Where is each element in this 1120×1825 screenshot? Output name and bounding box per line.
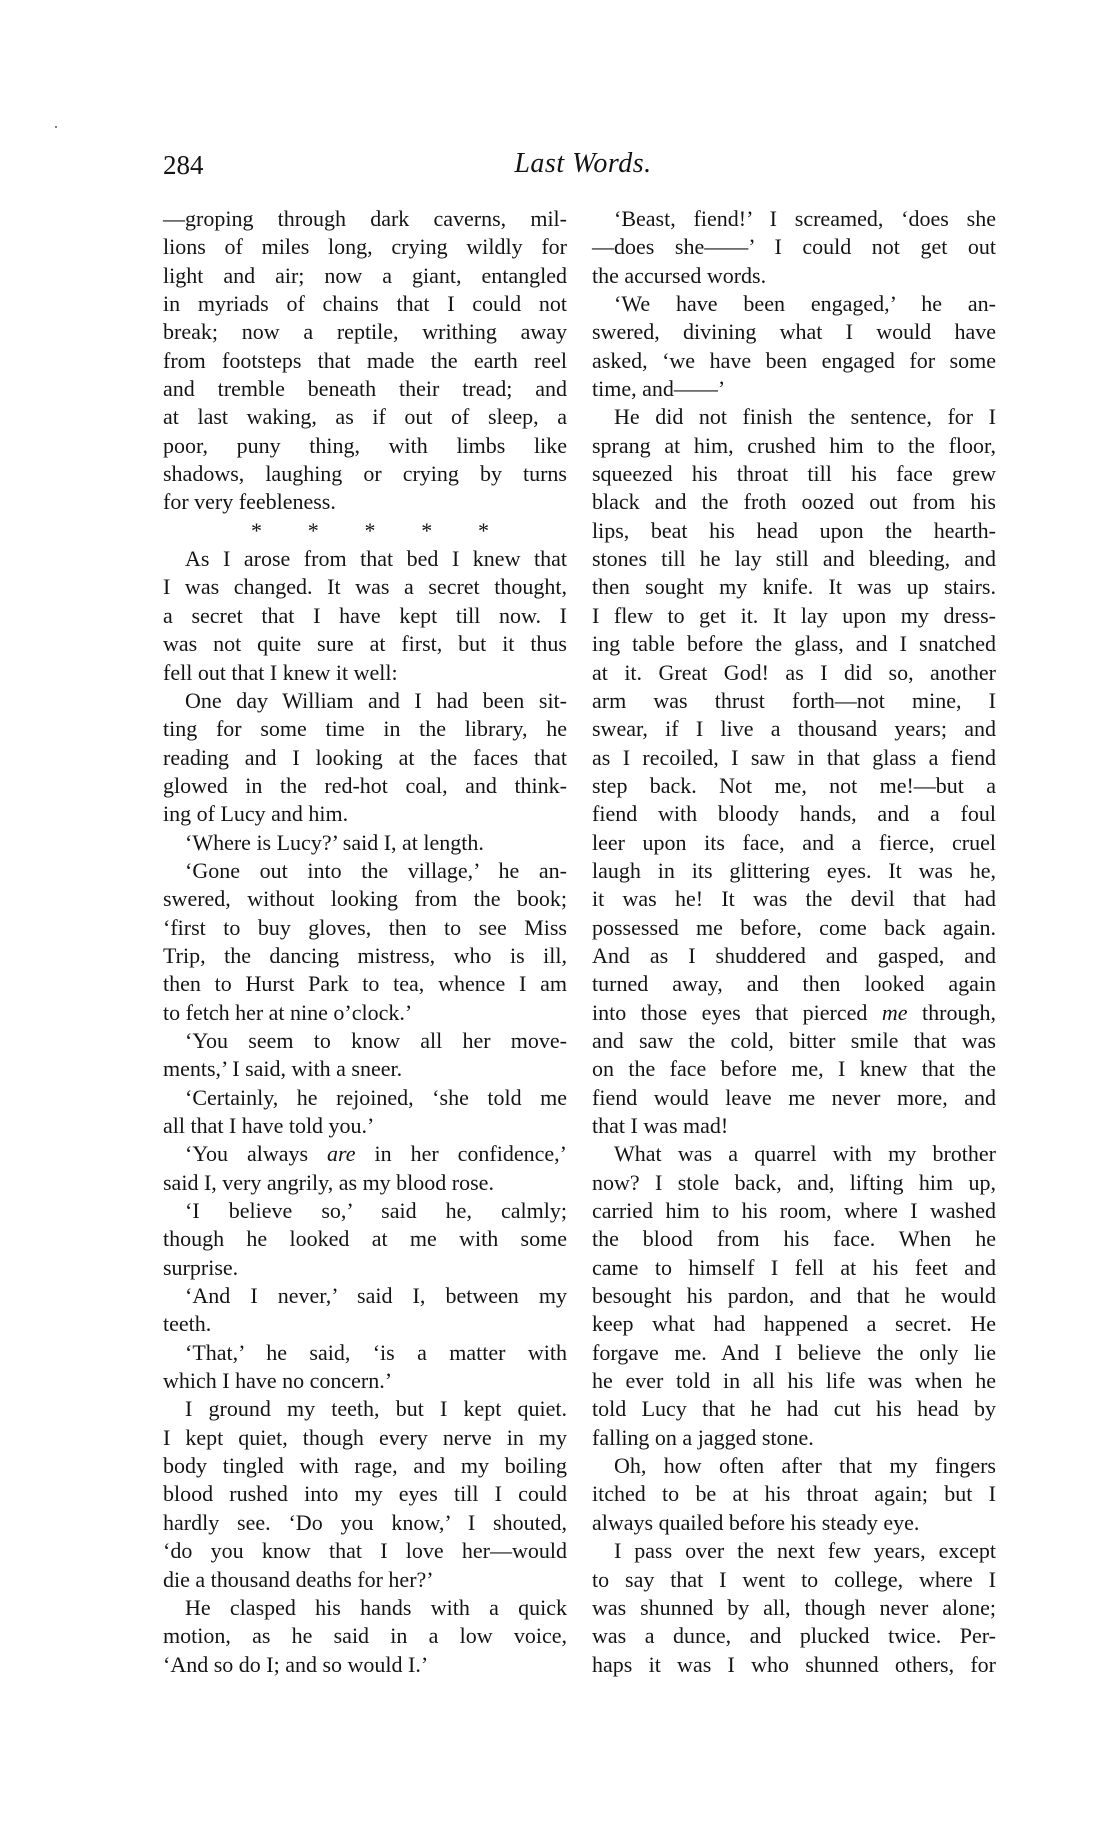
text-line: itched to be at his throat again; but I (592, 1481, 996, 1507)
text-line: was not quite sure at first, but it thus (163, 631, 567, 657)
text-line: ‘That,’ he said, ‘is a matter with (185, 1339, 567, 1365)
text-line: —groping through dark caverns, mil- (163, 206, 567, 231)
text-line: as I recoiled, I saw in that glass a fiend (592, 744, 996, 770)
italic-word: me (881, 999, 908, 1025)
text-line: ments,’ I said, with a sneer. (163, 1056, 403, 1082)
text-line (592, 999, 996, 1027)
text-line: Trip, the dancing mistress, who is ill, (163, 942, 567, 968)
text-line: swear, if I live a thousand years; and (592, 716, 996, 742)
text-line: was a dunce, and plucked twice. Per- (592, 1623, 996, 1649)
text-line: carried him to his room, where I washed (592, 1198, 996, 1224)
page-number: 284 (163, 150, 204, 180)
text-line: I was changed. It was a secret thought, (163, 574, 567, 600)
text-line: a secret that I have kept till now. I (163, 602, 567, 628)
paragraph (163, 205, 567, 517)
text-line: And as I shuddered and gasped, and (592, 942, 996, 968)
text-column-left (163, 205, 567, 1679)
text-line: forgave me. And I believe the only lie (592, 1339, 996, 1365)
text-line: fiend would leave me never more, and (592, 1084, 996, 1110)
text-line: swered, divining what I would have (592, 319, 996, 345)
paragraph (163, 1027, 567, 1084)
paragraph (163, 829, 567, 857)
asterisk: * (251, 517, 262, 543)
text-line: the blood from his face. When he (592, 1226, 996, 1252)
text-line: sprang at him, crushed him to the floor, (592, 432, 996, 458)
text-segment: through, (907, 999, 996, 1025)
text-line: break; now a reptile, writhing away (163, 319, 567, 345)
text-line: which I have no concern.’ (163, 1368, 393, 1394)
text-line: haps it was I who shunned others, for (592, 1651, 996, 1677)
text-line: ‘You seem to know all her move- (185, 1027, 567, 1053)
text-line: came to himself I fell at his feet and (592, 1254, 996, 1280)
text-line: ‘do you know that I love her—would (163, 1538, 567, 1564)
text-line: it was he! It was the devil that had (592, 886, 996, 912)
text-line: ‘Gone out into the village,’ he an- (185, 857, 567, 883)
text-segment: into those eyes that pierced (592, 999, 882, 1025)
text-line: die a thousand deaths for her?’ (163, 1566, 434, 1592)
paragraph (592, 1537, 996, 1679)
text-line: One day William and I had been sit- (185, 687, 567, 713)
text-line: glowed in the red-hot coal, and think- (163, 772, 567, 798)
paragraph (163, 1339, 567, 1396)
text-line: —does she——’ I could not get out (592, 234, 996, 260)
text-line: ing table before the glass, and I snatched (592, 631, 996, 657)
text-line: always quailed before his steady eye. (592, 1509, 920, 1535)
text-line: falling on a jagged stone. (592, 1424, 814, 1450)
text-line: He did not finish the sentence, for I (614, 404, 996, 430)
text-line: I pass over the next few years, except (614, 1538, 996, 1564)
asterisk: * (307, 517, 319, 543)
text-line: stones till he lay still and bleeding, and (592, 546, 996, 572)
text-line: ‘I believe so,’ said he, calmly; (185, 1198, 567, 1224)
text-line: then sought my knife. It was up stairs. (592, 574, 996, 600)
text-segment: in her confidence,’ (355, 1141, 567, 1167)
text-line: ‘And so do I; and so would I.’ (163, 1651, 429, 1677)
paragraph (163, 1140, 567, 1197)
text-line: light and air; now a giant, entangled (163, 262, 567, 288)
text-line: told Lucy that he had cut his head by (592, 1396, 996, 1422)
text-line: said I, very angrily, as my blood rose. (163, 1169, 494, 1195)
text-line: the accursed words. (592, 262, 767, 288)
text-line: arm was thrust forth—not mine, I (592, 687, 996, 713)
text-line: that I was mad! (592, 1113, 729, 1138)
text-line: I flew to get it. It lay upon my dress- (592, 602, 996, 628)
text-line: all that I have told you.’ (163, 1113, 375, 1138)
text-line: blood rushed into my eyes till I could (163, 1481, 567, 1507)
paragraph (163, 1282, 567, 1339)
text-line: lips, beat his head upon the hearth- (592, 517, 996, 543)
text-line: ‘first to buy gloves, then to see Miss (163, 914, 567, 940)
scan-speck (55, 126, 57, 128)
section-separator (163, 517, 567, 545)
text-line: surprise. (163, 1254, 239, 1280)
text-line: though he looked at me with some (163, 1226, 567, 1252)
paragraph (592, 1140, 996, 1452)
italic-word: are (327, 1141, 356, 1167)
text-line: ‘Beast, fiend!’ I screamed, ‘does she (614, 206, 996, 231)
text-line: besought his pardon, and that he would (592, 1283, 996, 1309)
asterisk: * (478, 517, 489, 543)
text-line: I ground my teeth, but I kept quiet. (185, 1396, 567, 1422)
text-line: for very feebleness. (163, 489, 336, 515)
text-line: ‘Where is Lucy?’ said I, at length. (185, 829, 484, 855)
text-line: fiend with bloody hands, and a foul (592, 801, 996, 827)
text-line: fell out that I knew it well: (163, 659, 398, 685)
paragraph (163, 687, 567, 829)
text-line: ing of Lucy and him. (163, 801, 349, 827)
asterisk: * (421, 517, 433, 543)
paragraph (592, 290, 996, 403)
text-line: step back. Not me, not me!—but a (592, 772, 996, 798)
text-line (163, 1140, 567, 1168)
text-line: in myriads of chains that I could not (163, 291, 567, 317)
text-line: laugh in its glittering eyes. It was he, (592, 857, 996, 883)
text-line: shadows, laughing or crying by turns (163, 461, 567, 487)
paragraph (163, 1395, 567, 1593)
paragraph (163, 1594, 567, 1679)
text-line: to say that I went to college, where I (592, 1566, 996, 1592)
running-title: Last Words. (514, 148, 652, 179)
text-line: possessed me before, come back again. (592, 914, 996, 940)
text-line: motion, as he said in a low voice, (163, 1623, 567, 1649)
text-line: now? I stole back, and, lifting him up, (592, 1169, 996, 1195)
text-line: squeezed his throat till his face grew (592, 461, 996, 487)
text-line: ‘And I never,’ said I, between my (185, 1283, 567, 1309)
text-line: then to Hurst Park to tea, whence I am (163, 971, 567, 997)
text-line: turned away, and then looked again (592, 971, 996, 997)
paragraph (163, 1084, 567, 1141)
text-line: keep what had happened a secret. He (592, 1311, 996, 1337)
text-line: time, and——’ (592, 376, 726, 402)
text-segment: ‘You always (185, 1141, 328, 1167)
text-line: poor, puny thing, with limbs like (163, 432, 567, 458)
paragraph (163, 545, 567, 687)
text-line: from footsteps that made the earth reel (163, 347, 567, 373)
text-line: asked, ‘we have been engaged for some (592, 347, 996, 373)
text-line: to fetch her at nine o’clock.’ (163, 999, 413, 1025)
text-line: at last waking, as if out of sleep, a (163, 404, 567, 430)
paragraph (592, 403, 996, 1140)
text-line: on the face before me, I knew that the (592, 1056, 996, 1082)
text-line: reading and I looking at the faces that (163, 744, 567, 770)
text-line: and tremble beneath their tread; and (163, 376, 567, 402)
text-line: was shunned by all, though never alone; (592, 1594, 996, 1620)
text-line: lions of miles long, crying wildly for (163, 234, 567, 260)
text-line: What was a quarrel with my brother (614, 1141, 996, 1167)
paragraph (163, 857, 567, 1027)
text-line: ‘We have been engaged,’ he an- (614, 291, 996, 317)
text-line: ting for some time in the library, he (163, 716, 567, 742)
text-line: teeth. (163, 1311, 212, 1337)
paragraph (163, 1197, 567, 1282)
text-line: hardly see. ‘Do you know,’ I shouted, (163, 1509, 567, 1535)
text-line: he ever told in all his life was when he (592, 1368, 996, 1394)
text-line: I kept quiet, though every nerve in my (163, 1424, 567, 1450)
text-line: at it. Great God! as I did so, another (592, 659, 996, 685)
text-column-right (592, 205, 996, 1679)
text-line: He clasped his hands with a quick (185, 1594, 567, 1620)
text-line: swered, without looking from the book; (163, 886, 567, 912)
paragraph (592, 1452, 996, 1537)
text-line: black and the froth oozed out from his (592, 489, 996, 515)
text-line: body tingled with rage, and my boiling (163, 1453, 567, 1479)
asterisk: * (364, 517, 376, 543)
text-line: ‘Certainly, he rejoined, ‘she told me (185, 1084, 567, 1110)
text-line: As I arose from that bed I knew that (185, 546, 567, 572)
text-line: Oh, how often after that my fingers (614, 1453, 996, 1479)
text-line: and saw the cold, bitter smile that was (592, 1027, 996, 1053)
text-line: leer upon its face, and a fierce, cruel (592, 829, 996, 855)
paragraph (592, 205, 996, 290)
